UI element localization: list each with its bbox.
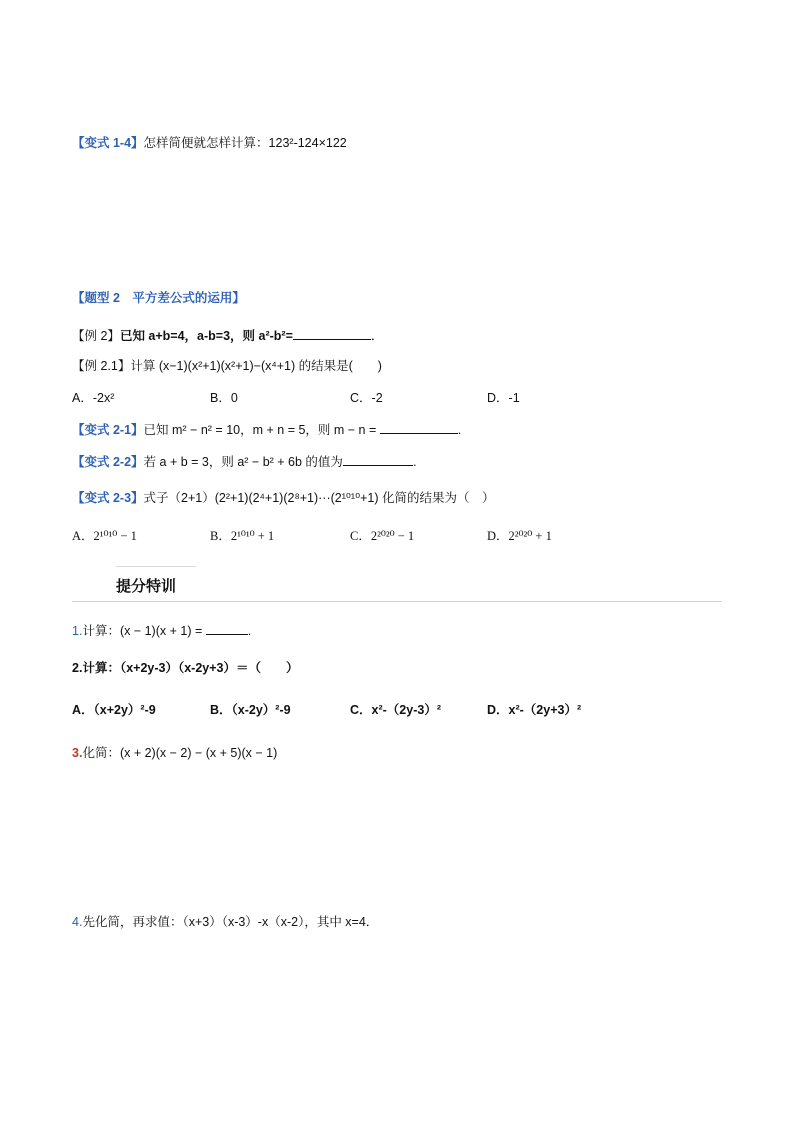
variant-2-3-option-a[interactable]: A．2¹⁰¹⁰ − 1 (72, 529, 137, 543)
variant-2-3-option-d[interactable]: D．2²⁰²⁰ + 1 (487, 529, 552, 543)
variant-2-2 (72, 453, 416, 471)
question-1 (72, 622, 251, 640)
variant-1-4-text: 怎样简便就怎样计算：123²-124×122 (143, 136, 347, 150)
question-2-option-c[interactable]: C．x²-（2y-3）² (350, 703, 441, 717)
example-2-1-option-a[interactable]: A．-2x² (72, 391, 115, 405)
example-2-text: 已知 a+b=4，a-b=3，则 a²-b²= (119, 329, 293, 343)
variant-2-2-text: 若 a + b = 3，则 a² − b² + 6b 的值为 (143, 455, 343, 469)
example-2-1-option-b[interactable]: B．0 (210, 391, 238, 405)
question-1-number: 1. (72, 624, 83, 638)
section-divider (72, 601, 722, 602)
section-title-overline (116, 566, 196, 567)
question-3-text: 化简：(x + 2)(x − 2) − (x + 5)(x − 1) (82, 746, 278, 760)
topic-2-heading: 【题型 2 平方差公式的运用】 (72, 291, 245, 305)
variant-1-4 (72, 134, 347, 152)
question-1-tail: . (247, 624, 252, 638)
question-2-number: 2. (72, 661, 83, 675)
variant-1-4-tag: 【变式 1-4】 (72, 136, 144, 150)
example-2-1 (72, 357, 382, 375)
variant-2-1-text: 已知 m² − n² = 10，m + n = 5，则 m − n = (143, 423, 377, 437)
variant-2-2-tag: 【变式 2-2】 (72, 455, 144, 469)
question-2-option-d[interactable]: D．x²-（2y+3）² (487, 703, 582, 717)
question-3 (72, 744, 277, 762)
question-1-text: 计算：(x − 1)(x + 1) = (82, 624, 203, 638)
example-2-1-option-d[interactable]: D．-1 (487, 391, 520, 405)
question-2 (72, 659, 298, 677)
variant-2-3-tag: 【变式 2-3】 (72, 491, 144, 505)
example-2-1-tag: 【例 2.1】 (72, 359, 131, 373)
variant-2-3 (72, 489, 494, 507)
question-2-option-a[interactable]: A．（x+2y）²-9 (72, 703, 156, 717)
variant-2-3-option-b[interactable]: B．2¹⁰¹⁰ + 1 (210, 529, 275, 543)
section-title: 提分特训 (116, 578, 177, 595)
example-2-1-option-c[interactable]: C．-2 (350, 391, 383, 405)
question-4-text: 先化简，再求值：（x+3）（x-3）-x（x-2），其中 x=4． (82, 915, 379, 929)
example-2-tag: 【例 2】 (72, 329, 120, 343)
variant-2-2-tail: . (412, 455, 417, 469)
question-1-answer-blank[interactable] (206, 622, 248, 635)
variant-2-2-answer-blank[interactable] (343, 453, 413, 466)
question-2-option-b[interactable]: B．（x-2y）²-9 (210, 703, 291, 717)
example-2 (72, 327, 383, 345)
variant-2-1-tag: 【变式 2-1】 (72, 423, 144, 437)
example-2-answer-blank[interactable] (293, 327, 371, 340)
question-2-text: 计算：（x+2y-3）（x-2y+3）＝（ ） (82, 661, 299, 675)
example-2-1-text: 计算 (x−1)(x²+1)(x²+1)−(x⁴+1) 的结果是( ) (130, 359, 382, 373)
question-4-number: 4. (72, 915, 83, 929)
variant-2-1-answer-blank[interactable] (380, 421, 458, 434)
example-2-tail: ． (370, 329, 384, 343)
variant-2-1 (72, 421, 461, 439)
question-4 (72, 913, 378, 931)
variant-2-1-tail: . (457, 423, 462, 437)
variant-2-3-text: 式子（2+1）(2²+1)(2⁴+1)(2⁸+1)···(2¹⁰¹⁰+1) 化简的结果为（ ） (143, 491, 495, 505)
question-3-number: 3. (72, 746, 83, 760)
variant-2-3-option-c[interactable]: C．2²⁰²⁰ − 1 (350, 529, 415, 543)
